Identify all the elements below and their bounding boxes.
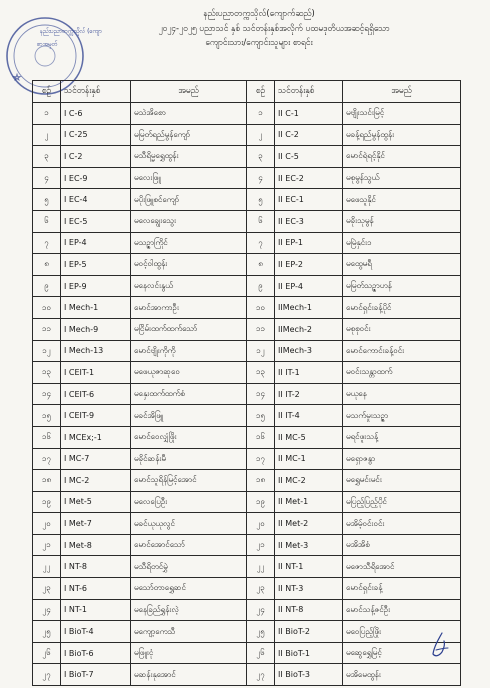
right-entry-roll: IIMech-2 [275,318,343,340]
left-entry-roll: I BioT-7 [61,664,131,686]
left-entry-name: မလေချွေးသွေး [131,210,247,232]
left-entry-name: မသီရိမ္မရွှေထွန်း [131,146,247,168]
right-entry-roll: II EP-2 [275,254,343,276]
left-entry-name: မလေးဖြူ [131,167,247,189]
document-title: ကျောင်းသား/ကျောင်းသူများ စာရင်း [205,37,313,47]
left-entry-name: မဖေယုဇာဆုဝေ [131,362,247,384]
left-entry-name: မဖြူးငုံ [131,642,247,664]
right-entry-name: မရင်ဖူးသန့် [343,426,461,448]
right-entry-number: ၂၄ [247,599,275,621]
left-entry-roll: I EC-4 [61,189,131,211]
left-entry-number: ၃ [33,146,61,168]
right-entry-name: မစုမွန်သွယ် [343,167,461,189]
table-row [33,167,461,189]
left-entry-roll: I C-2 [61,146,131,168]
table-row [33,189,461,211]
column-header-number: စဉ် [247,81,275,103]
right-entry-name: မရွှေမင်းမင်း [343,470,461,492]
left-entry-number: ၁၄ [33,383,61,405]
right-entry-name: မဝင်းသန္တာထက် [343,362,461,384]
right-entry-number: ၂၃ [247,578,275,600]
left-entry-number: ၂၃ [33,578,61,600]
right-entry-roll: II NT-8 [275,599,343,621]
left-entry-roll: I CEIT-6 [61,383,131,405]
right-entry-roll: IIMech-3 [275,340,343,362]
left-entry-roll: I EP-5 [61,254,131,276]
right-entry-name: မအိမ့်ဝင်းဝင်း [343,513,461,535]
right-entry-roll: II EC-1 [275,189,343,211]
table-row [33,254,461,276]
right-entry-roll: II C-5 [275,146,343,168]
table-row [33,318,461,340]
right-entry-name: မခိုးသုမွန် [343,210,461,232]
left-entry-number: ၁၃ [33,362,61,384]
right-entry-name: မောင်ကောင်းခန့်ဝင်း [343,340,461,362]
table-row [33,362,461,384]
left-entry-name: မောင်အာကာဦး [131,297,247,319]
right-entry-name: မသက်မှုးသဉ္ဇာ [343,405,461,427]
right-entry-number: ၂၀ [247,513,275,535]
right-entry-number: ၁၉ [247,491,275,513]
left-entry-name: မခိုင်ဆန်းမီ [131,448,247,470]
left-entry-number: ၁၇ [33,448,61,470]
left-entry-name: မသဲအိစော [131,103,247,125]
left-entry-roll: I Met-5 [61,491,131,513]
table-row [33,426,461,448]
right-entry-name: မထွေမရီ [343,254,461,276]
right-entry-roll: II EC-3 [275,210,343,232]
right-entry-name: မဇောသီရိအောင် [343,556,461,578]
right-entry-number: ၁၅ [247,405,275,427]
table-row [33,340,461,362]
right-entry-roll: II Met-3 [275,534,343,556]
left-entry-roll: I Met-7 [61,513,131,535]
table-row [33,210,461,232]
left-entry-name: မမြတ်ရည်မွန်ကျော် [131,124,247,146]
left-entry-name: မသဉ္ဇာကြိုင် [131,232,247,254]
left-entry-name: မလေပြေဦး [131,491,247,513]
right-entry-number: ၁၁ [247,318,275,340]
table-row [33,599,461,621]
left-entry-number: ၈ [33,254,61,276]
left-entry-number: ၄ [33,167,61,189]
left-entry-roll: I Met-8 [61,534,131,556]
column-header-number: စဉ် [33,81,61,103]
right-entry-name: မမြဲနှင်း၁ [343,232,461,254]
right-entry-roll: II IT-1 [275,362,343,384]
left-entry-roll: I EP-9 [61,275,131,297]
left-entry-roll: I MC-2 [61,470,131,492]
right-entry-name: မခန့်ရည်မွန်ထွန်း [343,124,461,146]
left-entry-number: ၂၁ [33,534,61,556]
table-row [33,448,461,470]
table-row [33,124,461,146]
table-row [33,534,461,556]
right-entry-roll: II Met-2 [275,513,343,535]
table-row [33,664,461,686]
right-entry-number: ၂၇ [247,664,275,686]
left-entry-name: မဝင့်ဝါထွန်း [131,254,247,276]
right-entry-roll: II MC-5 [275,426,343,448]
right-entry-name: မစုစုဝင်း [343,318,461,340]
left-entry-roll: I NT-6 [61,578,131,600]
right-entry-number: ၅ [247,189,275,211]
left-entry-number: ၂၇ [33,664,61,686]
right-entry-number: ၂ [247,124,275,146]
left-entry-name: မောင်အောင်သော် [131,534,247,556]
right-entry-roll: II NT-3 [275,578,343,600]
right-entry-name: မဆွေရွှေမြင့် [343,642,461,664]
left-entry-number: ၂၅ [33,621,61,643]
left-entry-name: မသီရိတင်မွှဲ [131,556,247,578]
left-entry-roll: I BioT-4 [61,621,131,643]
right-entry-roll: II Met-1 [275,491,343,513]
right-entry-name: မဗျိုးသင်းမြင့် [343,103,461,125]
seal-inscription: နည်းပညာတက္ကသိုလ် (ကျော [40,28,103,35]
table-row [33,275,461,297]
document-subtitle: ၂၀၂၄-၂၀၂၅ ပညာသင် နှစ် သင်တန်းနှစ်အလိုက် ပထမဒုတိယအဆင့်ရရှိသော [158,22,390,33]
right-entry-roll: II MC-2 [275,470,343,492]
left-entry-roll: I MCEx;-1 [61,426,131,448]
right-entry-name: မောင်သန့်ဇင်ဦး [343,599,461,621]
right-entry-roll: II BioT-3 [275,664,343,686]
right-entry-number: ၉ [247,275,275,297]
right-entry-number: ၂၅ [247,621,275,643]
left-entry-roll: I Mech-9 [61,318,131,340]
left-entry-name: မောင်ဝေလျှံဖြိုး [131,426,247,448]
left-entry-roll: I CEIT-9 [61,405,131,427]
right-entry-name: မောင်ရှင်းခန့်ပိုင် [343,297,461,319]
student-roster-table [32,80,461,686]
left-entry-number: ၁၈ [33,470,61,492]
left-entry-number: ၉ [33,275,61,297]
right-entry-name: မပြည့်ပြည့်ပိုင် [343,491,461,513]
right-entry-number: ၁၃ [247,362,275,384]
right-entry-number: ၇ [247,232,275,254]
left-entry-name: မနှေးထက်ထက်စံ [131,383,247,405]
left-entry-roll: I EC-9 [61,167,131,189]
left-entry-number: ၆ [33,210,61,232]
right-entry-name: မောင်ရဲရင့်နိုင် [343,146,461,168]
right-entry-roll: II MC-1 [275,448,343,470]
left-entry-number: ၁၀ [33,297,61,319]
left-entry-roll: I CEIT-1 [61,362,131,384]
right-entry-number: ၂၁ [247,534,275,556]
column-header-name: အမည် [343,81,461,103]
right-entry-number: ၁၇ [247,448,275,470]
right-entry-name: မယုနေ [343,383,461,405]
right-entry-number: ၁၈ [247,470,275,492]
left-entry-number: ၁ [33,103,61,125]
left-entry-name: မခင်အိဖြူ [131,405,247,427]
left-entry-name: မနေလင်းနွယ် [131,275,247,297]
left-entry-name: မနေခြည်ရွှန်းလဲ့ [131,599,247,621]
right-entry-roll: II C-2 [275,124,343,146]
right-entry-roll: II BioT-2 [275,621,343,643]
left-entry-roll: I EP-4 [61,232,131,254]
left-entry-name: မောင်သူရိန်မြင့်အောင် [131,470,247,492]
left-entry-roll: I EC-5 [61,210,131,232]
table-row [33,470,461,492]
table-row [33,642,461,664]
table-row [33,513,461,535]
left-entry-number: ၁၁ [33,318,61,340]
left-entry-roll: I Mech-13 [61,340,131,362]
right-entry-number: ၆ [247,210,275,232]
right-entry-roll: II NT-1 [275,556,343,578]
left-entry-name: မကျော့ကေသီ [131,621,247,643]
column-header-name: အမည် [131,81,247,103]
right-entry-roll: II EC-2 [275,167,343,189]
left-entry-number: ၁၉ [33,491,61,513]
table-row [33,103,461,125]
column-header-roll: သင်တန်းနှစ် [275,81,343,103]
left-entry-roll: I C-6 [61,103,131,125]
left-entry-number: ၁၆ [33,426,61,448]
left-entry-number: ၂ [33,124,61,146]
left-entry-name: မပိုးဖြူစင်ကျော် [131,189,247,211]
right-entry-number: ၁၀ [247,297,275,319]
right-entry-roll: II EP-1 [275,232,343,254]
right-entry-roll: II EP-4 [275,275,343,297]
right-entry-name: မအိမေထွန်း [343,664,461,686]
left-entry-roll: I BioT-6 [61,642,131,664]
letter-number-label: စာအမှတ် [37,41,58,48]
right-entry-name: မဖေသူနိုင် [343,189,461,211]
left-entry-number: ၂၄ [33,599,61,621]
left-entry-number: ၁၂ [33,340,61,362]
table-row [33,297,461,319]
left-entry-name: မငြိမ်းထက်ထက်သော် [131,318,247,340]
left-entry-roll: I NT-8 [61,556,131,578]
table-row [33,146,461,168]
right-entry-number: ၁၂ [247,340,275,362]
left-entry-name: မောင်ဗျိုးကိုကို [131,340,247,362]
right-entry-number: ၃ [247,146,275,168]
table-row [33,383,461,405]
right-entry-name: မအိအိစံ [343,534,461,556]
left-entry-roll: I Mech-1 [61,297,131,319]
right-entry-name: မောင်ရှင်းခန့် [343,578,461,600]
right-entry-roll: IIMech-1 [275,297,343,319]
table-header-row [33,81,461,103]
left-entry-number: ၁၅ [33,405,61,427]
left-entry-name: မသော်တာရွှေဆင် [131,578,247,600]
left-entry-number: ၅ [33,189,61,211]
left-entry-number: ၂၂ [33,556,61,578]
left-entry-roll: I NT-1 [61,599,131,621]
right-entry-name: မမြတ်သဉ္ဇာဟန် [343,275,461,297]
left-entry-name: မဆန်းနုအောင် [131,664,247,686]
left-entry-number: ၇ [33,232,61,254]
right-entry-name: မရှောဇနွာ [343,448,461,470]
right-entry-number: ၁ [247,103,275,125]
table-row [33,405,461,427]
right-entry-number: ၁၄ [247,383,275,405]
right-entry-number: ၄ [247,167,275,189]
left-entry-name: မခင်ယုယုလွင် [131,513,247,535]
right-entry-number: ၈ [247,254,275,276]
table-row [33,621,461,643]
right-entry-number: ၂၂ [247,556,275,578]
table-row [33,491,461,513]
left-entry-number: ၂၀ [33,513,61,535]
right-entry-roll: II IT-4 [275,405,343,427]
column-header-roll: သင်တန်းနှစ် [61,81,131,103]
table-row [33,232,461,254]
right-entry-roll: II BioT-1 [275,642,343,664]
right-entry-number: ၁၆ [247,426,275,448]
institution-title: နည်းပညာတက္ကသိုလ်(ကျောက်ဆည်) [203,8,315,18]
right-entry-roll: II IT-2 [275,383,343,405]
left-entry-number: ၂၆ [33,642,61,664]
table-row [33,556,461,578]
handwritten-signature [424,630,454,660]
left-entry-roll: I MC-7 [61,448,131,470]
right-entry-name: မဝေပြည့်ဖြိုး [343,621,461,643]
table-row [33,578,461,600]
right-entry-roll: II C-1 [275,103,343,125]
right-entry-number: ၂၆ [247,642,275,664]
left-entry-roll: I C-25 [61,124,131,146]
